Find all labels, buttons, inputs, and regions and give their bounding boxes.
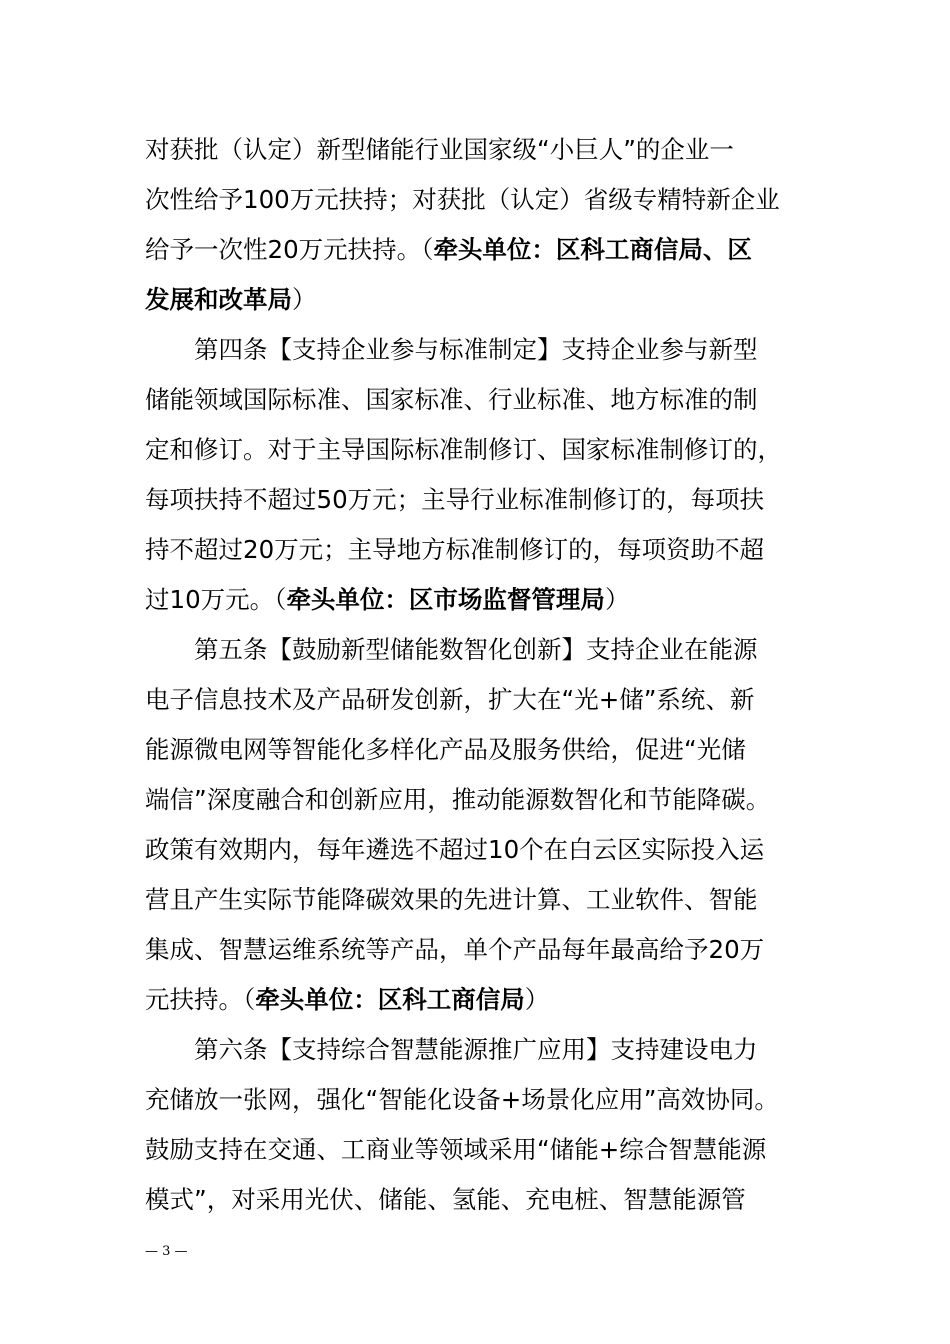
paragraph-line-22 <box>145 1184 746 1216</box>
paragraph-line-4 <box>145 284 317 316</box>
paragraph-line-7 <box>145 434 782 466</box>
line-text: 鼓励支持在交通、工商业等领域采用“储能+综合智慧能源 <box>145 1135 767 1164</box>
lead-unit-text: 牵头单位：区科工商信局、区 <box>433 235 752 264</box>
line-text: 过10万元。（ <box>145 585 287 614</box>
paragraph-line-6 <box>145 384 758 416</box>
line-text: 模式”，对采用光伏、储能、氢能、充电桩、智慧能源管 <box>145 1185 746 1214</box>
lead-unit-text: 发展和改革局 <box>145 285 292 314</box>
article-6-heading-line <box>194 1034 758 1066</box>
line-text: 次性给予100万元扶持；对获批（认定）省级专精特新企业 <box>145 185 780 214</box>
paragraph-line-21 <box>145 1134 766 1166</box>
paragraph-line-15 <box>145 834 764 866</box>
article-4-heading-line <box>194 334 758 366</box>
line-text: 持不超过20万元；主导地方标准制修订的，每项资助不超 <box>145 535 765 564</box>
paragraph-line-13 <box>145 734 746 766</box>
paragraph-line-3 <box>145 234 752 266</box>
line-text: 能源微电网等智能化多样化产品及服务供给，促进“光储 <box>145 735 746 764</box>
paragraph-line-17 <box>145 934 764 966</box>
line-text: 第四条【支持企业参与标准制定】支持企业参与新型 <box>194 335 758 364</box>
line-text: 给予一次性20万元扶持。（ <box>145 235 434 264</box>
line-text: 定和修订。对于主导国际标准制修订、国家标准制修订的， <box>145 435 782 464</box>
line-text: 营且产生实际节能降碳效果的先进计算、工业软件、智能 <box>145 885 758 914</box>
closing-paren: ） <box>604 585 630 614</box>
paragraph-line-14 <box>145 784 770 816</box>
line-text: 元扶持。（ <box>145 985 256 1014</box>
line-text: 第五条【鼓励新型储能数智化创新】支持企业在能源 <box>194 635 758 664</box>
lead-unit-text: 牵头单位：区市场监督管理局 <box>286 585 605 614</box>
line-text: 储能领域国际标准、国家标准、行业标准、地方标准的制 <box>145 385 758 414</box>
paragraph-line-16 <box>145 884 758 916</box>
paragraph-line-2 <box>145 184 780 216</box>
paragraph-line-10 <box>145 584 629 616</box>
page-number: — 3 — <box>145 1244 188 1259</box>
article-5-heading-line <box>194 634 758 666</box>
lead-unit-text: 牵头单位：区科工商信局 <box>255 985 525 1014</box>
line-text: 第六条【支持综合智慧能源推广应用】支持建设电力 <box>194 1035 758 1064</box>
paragraph-line-1 <box>145 134 734 166</box>
line-text: 每项扶持不超过50万元；主导行业标准制修订的，每项扶 <box>145 485 765 514</box>
paragraph-line-20 <box>145 1084 779 1116</box>
line-text: 电子信息技术及产品研发创新，扩大在“光+储”系统、新 <box>145 685 755 714</box>
paragraph-line-8 <box>145 484 764 516</box>
closing-paren: ） <box>292 285 317 314</box>
paragraph-line-18 <box>145 984 549 1016</box>
paragraph-line-12 <box>145 684 754 716</box>
line-text: 对获批（认定）新型储能行业国家级“小巨人”的企业一 <box>145 135 734 164</box>
line-text: 政策有效期内，每年遴选不超过10个在白云区实际投入运 <box>145 835 765 864</box>
paragraph-line-9 <box>145 534 764 566</box>
line-text: 集成、智慧运维系统等产品，单个产品每年最高给予20万 <box>145 935 765 964</box>
line-text: 端信”深度融合和创新应用，推动能源数智化和节能降碳。 <box>145 785 771 814</box>
line-text: 充储放一张网，强化“智能化设备+场景化应用”高效协同。 <box>145 1085 779 1114</box>
closing-paren: ） <box>524 985 550 1014</box>
